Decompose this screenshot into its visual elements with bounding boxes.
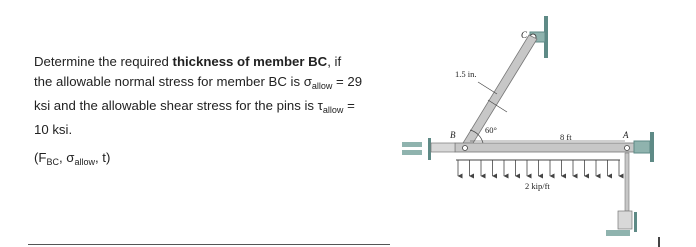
hanger-a [606, 153, 637, 236]
label-c: C [521, 30, 528, 40]
answer-text: (F [34, 150, 47, 165]
distributed-load [456, 160, 620, 176]
label-load: 2 kip/ft [525, 181, 550, 191]
support-left [402, 138, 455, 160]
answer-text: , t) [94, 150, 111, 165]
label-span: 8 ft [560, 132, 572, 142]
label-a: A [623, 130, 629, 140]
problem-emphasis: thickness of member BC [172, 54, 328, 69]
subscript: allow [322, 105, 344, 115]
answer-text: , σ [58, 150, 75, 165]
label-b: B [450, 130, 456, 140]
beam-ab [455, 143, 635, 152]
subscript: allow [311, 81, 333, 91]
label-width: 1.5 in. [455, 69, 477, 79]
label-angle: 60° [485, 125, 497, 135]
subscript: BC [46, 157, 59, 167]
divider [28, 244, 390, 245]
problem-text: the allowable normal stress for member BC is σ [34, 74, 312, 89]
support-a [634, 132, 654, 162]
problem-text: , if [327, 54, 342, 69]
member-bc [460, 35, 537, 148]
problem-text: = 29 [332, 74, 363, 89]
problem-text: ksi and the allowable shear stress for the pins is τ [34, 98, 323, 113]
problem-text: = [343, 98, 355, 113]
problem-line-4: 10 ksi. [34, 122, 73, 137]
subscript: allow [74, 157, 95, 167]
problem-text: Determine the required [34, 54, 173, 69]
divider [658, 237, 660, 247]
